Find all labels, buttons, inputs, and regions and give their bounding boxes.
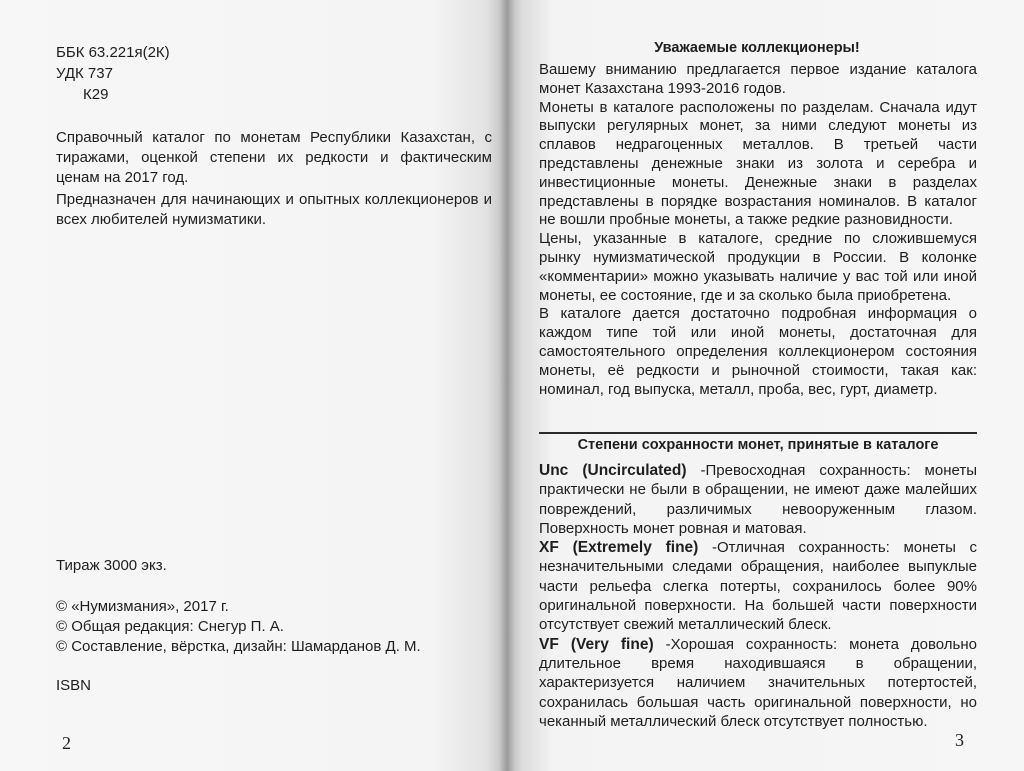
intro-paragraph: Монеты в каталоге расположены по разделам. Сначала идут выпуски регулярных монет, за ними следуют монеты из сплавов недрагоценных металлов. В третьей части представлены денежные знаки из золота и серебра и инвестиционные монеты. Денежные знаки в разделах представлены в порядке возрастания номиналов. В каталог не вошли пробные монеты, а также редкие разновидности.	[539, 98, 977, 229]
condition-grades	[539, 461, 977, 731]
book-gutter	[499, 0, 515, 771]
udk-code: УДК 737	[56, 65, 113, 82]
description-paragraph: Предназначен для начинающих и опытных коллекционеров и всех любителей нумизматики.	[56, 191, 492, 228]
grades-section-title: Степени сохранности монет, принятые в каталоге	[577, 437, 939, 453]
grade-description: -Превосходная сохранность: монеты практически не были в обращении, не имеют даже малейших повреждений, различимых невооруженным глазом. Поверхность монет ровная и матовая.	[539, 462, 977, 537]
intro-paragraph: В каталоге дается достаточно подробная информация о каждом типе той или иной монеты, достаточная для самостоятельного определения коллекционером состояния монеты, её редкости и рыночной стоимости, такая как: номинал, год выпуска, металл, проба, вес, гурт, диаметр.	[539, 305, 977, 398]
copyright-block	[56, 597, 421, 657]
intro-paragraph: Вашему вниманию предлагается первое издание каталога монет Казахстана 1993-2016 годов.	[539, 61, 977, 97]
print-run: Тираж 3000 экз.	[56, 557, 167, 574]
catalog-description	[56, 128, 492, 230]
author-mark: К29	[83, 86, 109, 103]
copyright-line: © Составление, вёрстка, дизайн: Шамарданов Д. М.	[56, 638, 421, 655]
grade-entry	[539, 635, 977, 731]
grade-description: -Хорошая сохранность: монета довольно длительное время находившаяся в обращении, характеризуется наличием значительных потертостей, сохранилась большая часть оригинальной поверхности, но чеканный металлический блеск отсутствует полностью.	[539, 635, 977, 730]
greeting-title: Уважаемые коллекционеры!	[654, 40, 860, 56]
intro-paragraph: Цены, указанные в каталоге, средние по сложившемуся рынку нумизматической продукции в России. В колонке «комментарии» можно указывать наличие у вас той или иной монеты, ее состояние, где и за сколько была приобретена.	[539, 230, 977, 304]
right-page	[507, 0, 1024, 771]
grade-name: XF (Extremely fine)	[539, 539, 699, 557]
grade-description: -Отличная сохранность: монеты с незначительными следами обращения, наиболее выпуклые части рельефа слегка потерты, сохранилось более 90% оригинальной поверхности. На большей части поверхности отсутствует свежий металлический блеск.	[539, 539, 978, 634]
grade-entry	[539, 538, 977, 634]
copyright-line: © Общая редакция: Снегур П. А.	[56, 618, 284, 635]
description-paragraph: Справочный каталог по монетам Республики Казахстан, с тиражами, оценкой степени их редкости и фактическим ценам на 2017 год.	[56, 129, 492, 186]
page-number-right: 3	[955, 730, 964, 750]
page-number-left: 2	[62, 733, 71, 753]
grade-entry	[539, 461, 977, 538]
grade-name: VF (Very fine)	[539, 635, 654, 653]
isbn-label: ISBN	[56, 677, 92, 694]
left-page	[0, 0, 507, 771]
grade-name: Unc (Uncirculated)	[539, 462, 687, 479]
intro-text	[539, 61, 977, 399]
classification-codes	[56, 42, 170, 105]
section-divider	[539, 432, 977, 434]
copyright-line: © «Нумизмания», 2017 г.	[56, 598, 229, 615]
bbk-code: ББК 63.221я(2К)	[56, 44, 170, 61]
